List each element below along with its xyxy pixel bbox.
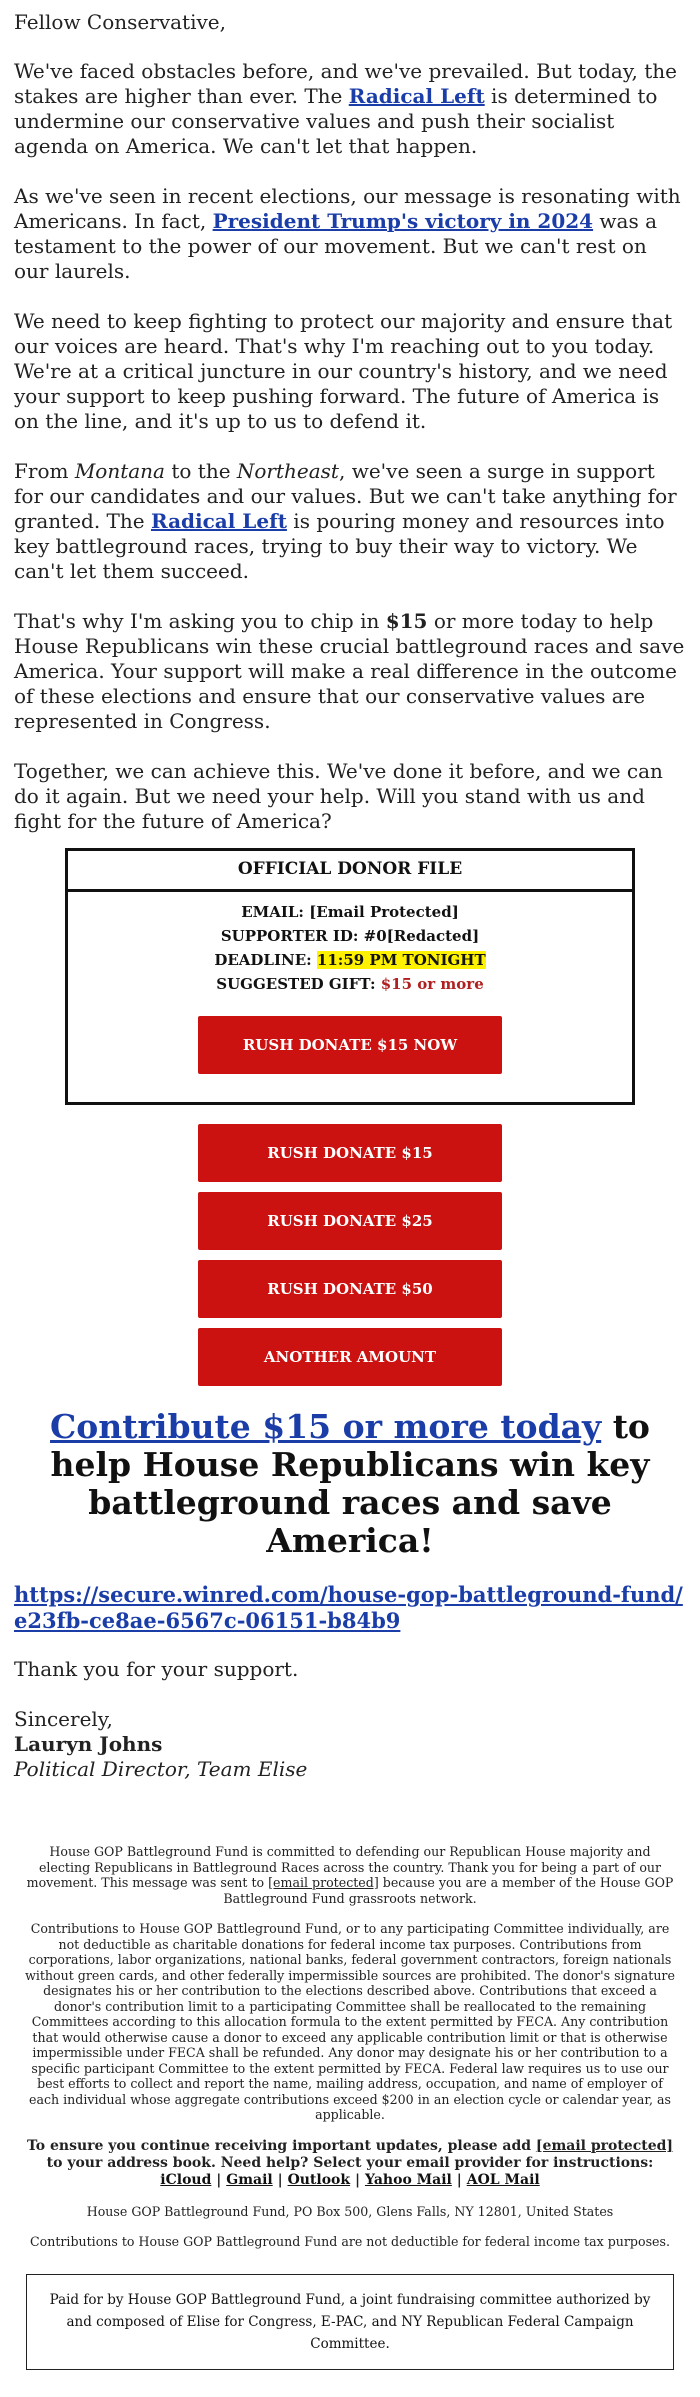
donor-supporter-row: SUPPORTER ID: #0[Redacted] [220, 927, 480, 945]
paragraph-6: Together, we can achieve this. We've done it before, and we can do it again. But we need your help. Will you stand with us and fight for the future of America? [14, 759, 663, 833]
footer-email-link-2[interactable]: [email protected] [535, 2137, 674, 2154]
provider-gmail-link[interactable]: Gmail [226, 2171, 273, 2188]
donor-email-row: EMAIL: [Email Protected] [241, 903, 459, 921]
rush-donate-15-button[interactable]: RUSH DONATE $15 [198, 1124, 502, 1182]
signoff: Sincerely, [14, 1707, 113, 1731]
provider-icloud-link[interactable]: iCloud [160, 2171, 212, 2188]
footer-tax-note: Contributions to House GOP Battleground Fund are not deductible for federal income tax purposes. [30, 2234, 670, 2249]
rush-donate-50-button[interactable]: RUSH DONATE $50 [198, 1260, 502, 1318]
contribute-link[interactable]: Contribute $15 or more today [50, 1407, 602, 1446]
footer-postal-address: House GOP Battleground Fund, PO Box 500, Glens Falls, NY 12801, United States [86, 2203, 614, 2219]
radical-left-link[interactable]: Radical Left [348, 84, 485, 108]
donate-button-stack [14, 1124, 686, 1386]
thanks-line: Thank you for your support. [14, 1657, 299, 1681]
paragraph-3: We need to keep fighting to protect our majority and ensure that our voices are heard. That's why I'm reaching out to you today. We're at a critical juncture in our country's history, and we need your support to keep pushing forward. The future of America is on the line, and it's up to us to defend it. [14, 309, 673, 433]
signer-name: Lauryn Johns [14, 1732, 163, 1756]
radical-left-link-2[interactable]: Radical Left [150, 509, 287, 533]
rush-donate-15-now-button[interactable]: RUSH DONATE $15 NOW [198, 1016, 502, 1074]
provider-aol-link[interactable]: AOL Mail [466, 2171, 540, 2188]
signer-title: Political Director, Team Elise [14, 1757, 308, 1781]
donor-gift-row: SUGGESTED GIFT: $15 or more [216, 975, 484, 993]
deadline-highlight: 11:59 PM TONIGHT [316, 951, 486, 969]
donor-file-title: OFFICIAL DONOR FILE [68, 851, 632, 892]
footer [14, 1844, 686, 2370]
footer-address-book: To ensure you continue receiving important updates, please add [email protected] to your address book. Need help? Select your email provider for instructions: iCloud | Gmail | Outlook | Yahoo Mail | AOL Mail [26, 2137, 674, 2188]
footer-email-link[interactable]: [email protected] [268, 1875, 379, 1890]
rush-donate-25-button[interactable]: RUSH DONATE $25 [198, 1192, 502, 1250]
email-body [0, 10, 700, 2370]
paragraph-1: We've faced obstacles before, and we've prevailed. But today, the stakes are higher than ever. The Radical Left is determined to undermine our conservative values and push their socialist agenda on America. We can't let that happen. [14, 59, 677, 158]
footer-membership: House GOP Battleground Fund is committed to defending our Republican House majority and electing Republicans in Battleground Races across the country. Thank you for being a part of our movement. This message was sent to [email protected] because you are a member of the House GOP Battleground Fund grassroots network. [26, 1844, 674, 1906]
donor-file-box [65, 848, 635, 1105]
donor-file-details [68, 892, 632, 1102]
donor-deadline-row: DEADLINE: 11:59 PM TONIGHT [214, 951, 486, 969]
footer-legal: Contributions to House GOP Battleground Fund, or to any participating Committee individually, are not deductible as charitable donations for federal income tax purposes. Contributions from corporations, labor organizations, national banks, federal government contractors, foreign nationals without green cards, and other federally impermissible sources are prohibited. The donor's signature designates his or her contribution to the elections described above. Contributions that exceed a donor's contribution limit to a participating Committee shall be reallocated to the remaining Committees according to this allocation formula to the extent permitted by FECA. Any contribution that would otherwise cause a donor to exceed any applicable contribution limit or that is otherwise impermissible under FECA shall be refunded. Any donor may designate his or her contribution to a specific participant Committee to the extent permitted by FECA. Federal law requires us to use our best efforts to collect and report the name, mailing address, occupation, and name of employer of each individual whose aggregate contributions exceed $200 in an election cycle or calendar year, as applicable. [25, 1921, 675, 2122]
contribute-headline: Contribute $15 or more today to help House Republicans win key battleground races and save America! [50, 1407, 650, 1560]
paragraph-5: That's why I'm asking you to chip in $15 or more today to help House Republicans win these crucial battleground races and save America. Your support will make a real difference in the outcome of these elections and ensure that our conservative values are represented in Congress. [14, 609, 685, 733]
another-amount-button[interactable]: ANOTHER AMOUNT [198, 1328, 502, 1386]
paragraph-2: As we've seen in recent elections, our message is resonating with Americans. In fact, President Trump's victory in 2024 was a testament to the power of our movement. But we can't rest on our laurels. [14, 184, 681, 283]
paragraph-4: From Montana to the Northeast, we've seen a surge in support for our candidates and our values. But we can't take anything for granted. The Radical Left is pouring money and resources into key battleground races, trying to buy their way to victory. We can't let them succeed. [14, 459, 677, 583]
greeting: Fellow Conservative, [14, 10, 226, 34]
winred-url-link[interactable]: https://secure.winred.com/house-gop-battleground-fund/e23fb-ce8ae-6567c-06151-b84b9 [14, 1582, 683, 1633]
provider-outlook-link[interactable]: Outlook [287, 2171, 351, 2188]
paid-for-disclaimer: Paid for by House GOP Battleground Fund, a joint fundraising committee authorized by and composed of Elise for Congress, E-PAC, and NY Republican Federal Campaign Committee. [26, 2274, 674, 2370]
provider-yahoo-link[interactable]: Yahoo Mail [364, 2171, 452, 2188]
trump-victory-link[interactable]: President Trump's victory in 2024 [212, 209, 594, 233]
signature-block [14, 1707, 686, 1782]
